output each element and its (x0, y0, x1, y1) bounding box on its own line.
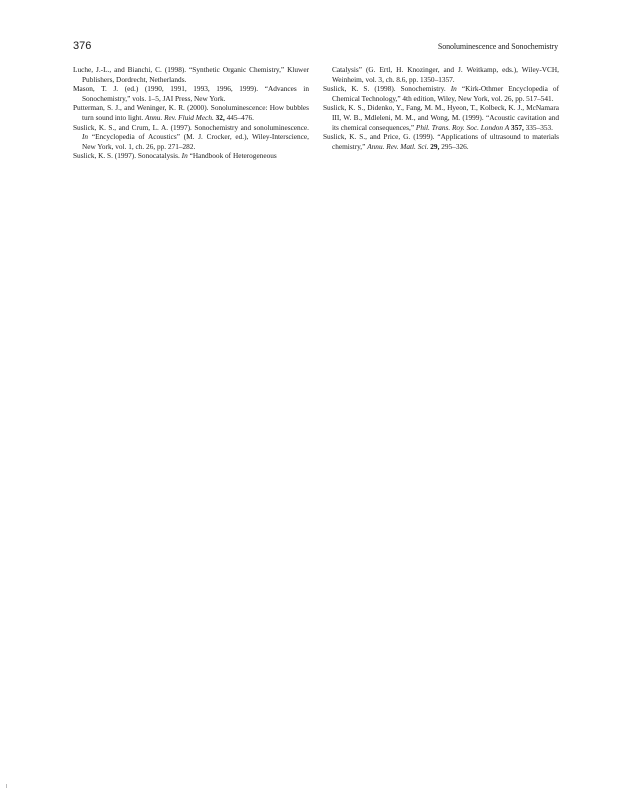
reference-source: “Handbook of Heterogeneous (187, 151, 277, 161)
volume-number: 32, (215, 112, 225, 122)
reference-text: Putterman, S. J., and Weninger, K. R. (2000). Sonoluminescence: How bubbles turn sound into light. (73, 103, 309, 122)
reference-source: “Kirk-Othmer Encyclopedia of Chemical Technology,” 4th edition, Wiley, New York, vol. 26, pp. 517–541. (332, 84, 559, 103)
reference-putterman (73, 103, 309, 122)
reference-text: Luche, J.-L., and Bianchi, C. (1998). “Synthetic Organic Chemistry,” Kluwer Publishers, Dordrecht, Netherlands. (73, 65, 309, 84)
reference-text: Suslick, K. S., and Crum, L. A. (1997). Sonochemistry and sonoluminescence. (73, 122, 309, 132)
reference-suslick-price (323, 132, 559, 151)
in-marker: In (82, 132, 89, 142)
journal-title: Annu. Rev. Fluid Mech. (145, 112, 214, 122)
reference-source: “Encyclopedia of Acoustics” (M. J. Crocker, ed.), Wiley-Interscience, New York, vol. 1, ch. 26, pp. 271–282. (82, 132, 309, 151)
reference-text: Suslick, K. S., Didenko, Y., Fang, M. M., Hyeon, T., Kolbeck, K. J., McNamara III, W. B., Mdleleni, M. M., and Wong, M. (1999). “Acoustic cavitation and its chemical consequences,” (323, 103, 559, 132)
page-range: 335–353. (523, 122, 553, 132)
reference-mason (73, 84, 309, 103)
in-marker: In (450, 84, 457, 94)
reference-text: Suslick, K. S. (1997). Sonocatalysis. (73, 151, 182, 161)
reference-text: Mason, T. J. (ed.) (1990, 1991, 1993, 1996, 1999). “Advances in Sonochemistry,” vols. 1–5, JAI Press, New York. (73, 84, 309, 103)
reference-continuation: Catalysis” (G. Ertl, H. Knozinger, and J. Weitkamp, eds.), Wiley-VCH, Weinheim, vol. 3, ch. 8.6, pp. 1350–1357. (332, 65, 559, 84)
references-right-column (323, 65, 559, 151)
page-number: 376 (73, 40, 92, 52)
reference-suslick-1997 (73, 151, 309, 161)
references-left-column (73, 65, 309, 161)
reference-suslick-1999-acoustic (323, 103, 559, 132)
reference-text: Suslick, K. S. (1998). Sonochemistry. (323, 84, 451, 94)
volume-number: 357, (509, 122, 524, 132)
volume-number: 29, (428, 141, 440, 151)
page-range: 445–476. (224, 112, 254, 122)
journal-title: Phil. Trans. Roy. Soc. London A (415, 122, 510, 132)
reference-text: Suslick, K. S., and Price, G. (1999). “Applications of ultrasound to materials chemistry,” (323, 132, 559, 151)
journal-title: Annu. Rev. Matl. Sci. (367, 141, 429, 151)
page-range: 295–326. (439, 141, 469, 151)
reference-suslick-1998 (323, 84, 559, 103)
reference-luche (73, 65, 309, 84)
scan-mark (6, 784, 7, 788)
reference-suslick-crum (73, 123, 309, 152)
in-marker: In (181, 151, 188, 161)
running-head: Sonoluminescence and Sonochemistry (437, 42, 558, 51)
